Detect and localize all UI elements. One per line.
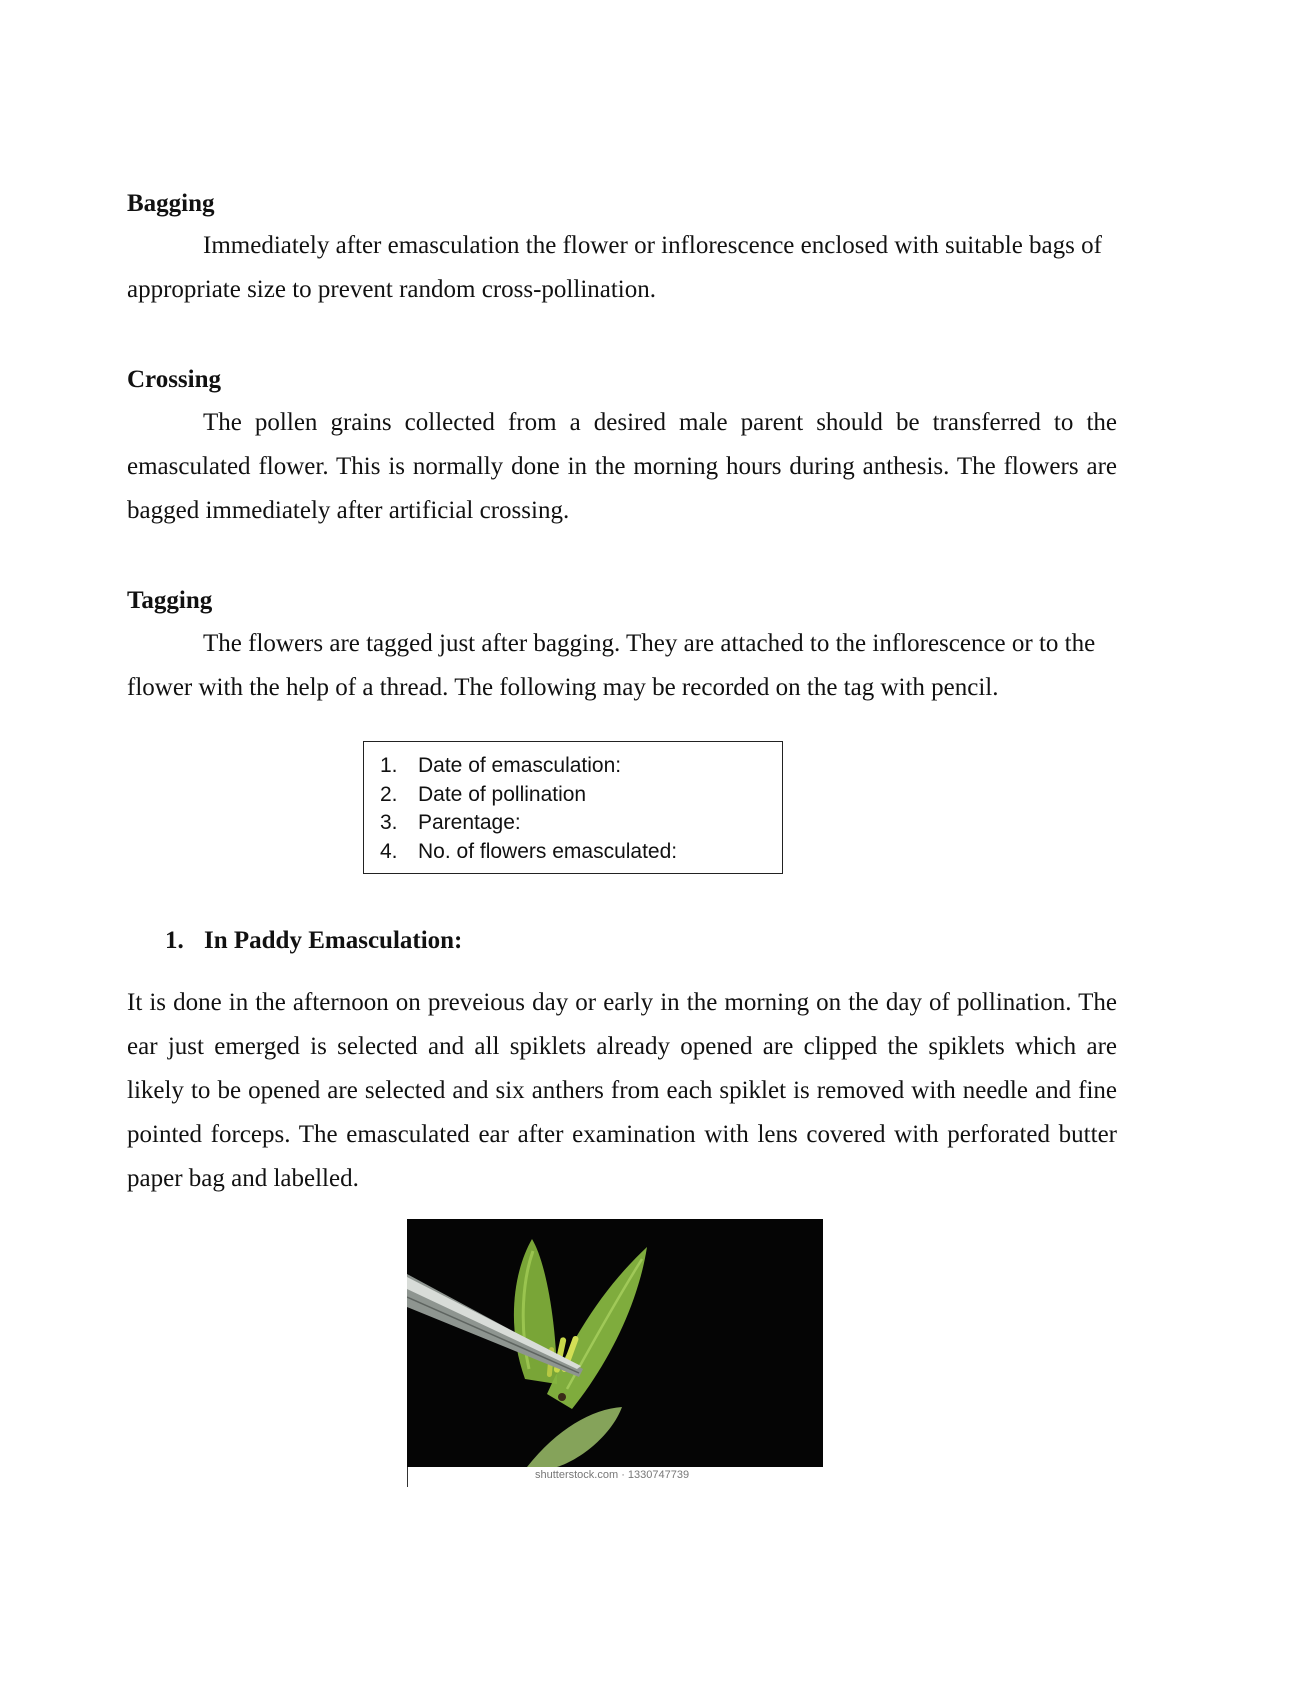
tag-list-item: 2. Date of pollination: [380, 782, 587, 806]
emasculation-photo: [407, 1219, 823, 1487]
heading-paddy-emasculation: 1. In Paddy Emasculation:: [165, 927, 463, 954]
heading-tagging: Tagging: [127, 587, 213, 614]
photo-image: [407, 1219, 823, 1467]
rice-spikelet-forceps-illustration: [407, 1219, 823, 1467]
paragraph-paddy-emasculation: It is done in the afternoon on preveious day or early in the morning on the day of pollination. The ear just emerged is selected and all spiklets already opened are clipped the spiklets which are likely to be opened are selected and six anthers from each spiklet is removed with needle and fine pointed forceps. The emasculated ear after examination with lens covered with perforated butter paper bag and labelled.: [127, 989, 1117, 1192]
tag-list-item: 3. Parentage:: [380, 811, 521, 834]
paragraph-bagging: Immediately after emasculation the flower or inflorescence enclosed with suitable bags of appropriate size to prevent random cross-pollination.: [127, 232, 1102, 303]
photo-caption: shutterstock.com · 1330747739: [535, 1469, 690, 1481]
heading-bagging: Bagging: [127, 190, 215, 217]
tag-info-box: [363, 741, 783, 874]
tag-list-item: 1. Date of emasculation:: [380, 754, 622, 777]
tag-list: [380, 752, 782, 866]
heading-crossing: Crossing: [127, 366, 222, 393]
paragraph-crossing: The pollen grains collected from a desired male parent should be transferred to the emasculated flower. This is normally done in the morning hours during anthesis. The flowers are bagged immediately after artificial crossing.: [127, 409, 1117, 524]
tag-list-item: 4. No. of flowers emasculated:: [380, 839, 678, 863]
paragraph-tagging: The flowers are tagged just after bagging. They are attached to the inflorescence or to the flower with the help of a thread. The following may be recorded on the tag with pencil.: [127, 630, 1096, 701]
photo-caption-strip: [407, 1467, 823, 1487]
